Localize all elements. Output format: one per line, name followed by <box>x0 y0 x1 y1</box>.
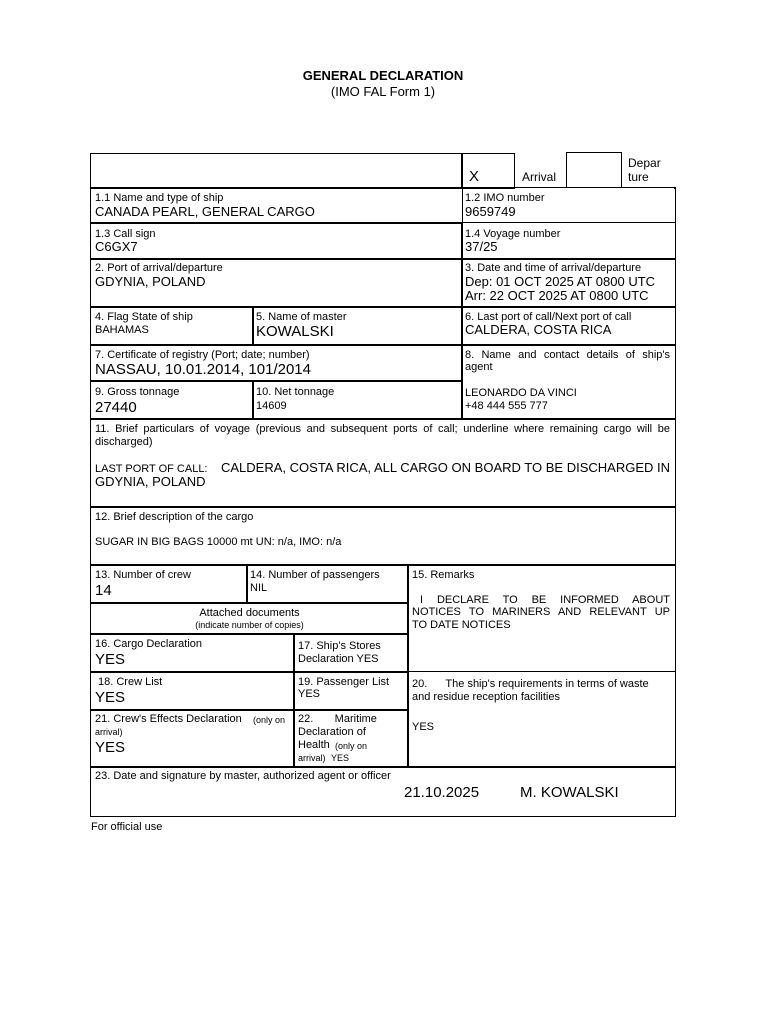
value-11-line-1: CALDERA, COSTA RICA, ALL CARGO ON BOARD TO BE DISCHARGED IN <box>221 460 670 475</box>
value-voyage-number: 37/25 <box>465 239 498 254</box>
value-crew-list: YES <box>95 689 126 706</box>
departure-check-cell <box>566 152 622 188</box>
value-ship-name-type: CANADA PEARL, GENERAL CARGO <box>95 204 315 219</box>
value-cargo-declaration: YES <box>95 651 126 668</box>
label-13: 13. Number of crew <box>95 569 191 581</box>
label-17-line-2: Declaration YES <box>298 653 379 665</box>
departure-label-line-2: ture <box>628 170 649 184</box>
label-20-line-1: 20. The ship's requirements in terms of waste <box>412 678 649 690</box>
label-12: 12. Brief description of the cargo <box>95 511 254 523</box>
label-11-line-1: 11. Brief particulars of voyage (previous and subsequent ports of call; underline where remaining cargo will be <box>95 423 670 435</box>
value-agent-phone: +48 444 555 777 <box>465 400 548 412</box>
label-2: 2. Port of arrival/departure <box>95 262 223 274</box>
value-crew-count: 14 <box>95 582 112 599</box>
label-15: 15. Remarks <box>412 569 475 581</box>
label-11-line-2: discharged) <box>95 436 153 448</box>
value-remarks-line-2: NOTICES TO MARINERS AND RELEVANT UP <box>412 606 670 618</box>
value-passenger-list: YES <box>298 688 321 700</box>
value-port: GDYNIA, POLAND <box>95 274 206 289</box>
note-21-line-2: arrival) <box>95 727 123 737</box>
label-18: 18. Crew List <box>98 676 163 688</box>
label-5: 5. Name of master <box>256 311 347 323</box>
label-22-line-3: Health <box>298 739 330 751</box>
attached-documents-note: (indicate number of copies) <box>195 620 304 630</box>
label-21: 21. Crew's Effects Declaration <box>95 713 242 725</box>
label-8-line-1: 8. Name and contact details of ship's <box>465 349 670 361</box>
departure-label-line-1: Depar <box>628 156 661 170</box>
label-1-4: 1.4 Voyage number <box>465 228 561 240</box>
value-certificate: NASSAU, 10.01.2014, 101/2014 <box>95 361 311 378</box>
value-signature-date: 21.10.2025 <box>404 784 480 801</box>
official-use-label: For official use <box>91 821 163 833</box>
label-10: 10. Net tonnage <box>256 386 335 398</box>
label-3: 3. Date and time of arrival/departure <box>465 262 642 274</box>
arrival-label: Arrival <box>522 170 557 184</box>
value-remarks-line-3: TO DATE NOTICES <box>412 619 511 631</box>
label-20-line-2: and residue reception facilities <box>412 691 560 703</box>
label-1-1: 1.1 Name and type of ship <box>95 192 224 204</box>
label-22-line-2: Declaration of <box>298 726 366 738</box>
value-net-tonnage: 14609 <box>256 400 287 412</box>
value-signature: M. KOWALSKI <box>520 784 619 801</box>
value-crew-effects: YES <box>95 739 126 756</box>
form-subtitle: (IMO FAL Form 1) <box>330 84 436 99</box>
label-17-line-1: 17. Ship's Stores <box>298 640 381 652</box>
label-7: 7. Certificate of registry (Port; date; number) <box>95 349 310 361</box>
value-departure-time: Dep: 01 OCT 2025 AT 0800 UTC <box>465 274 656 289</box>
label-22-line-1: 22. Maritime <box>298 713 377 725</box>
value-flag-state: BAHAMAS <box>95 324 149 336</box>
label-19: 19. Passenger List <box>298 676 390 688</box>
value-last-port: CALDERA, COSTA RICA <box>465 322 612 337</box>
value-11-line-2: GDYNIA, POLAND <box>95 474 206 489</box>
value-maritime-health: YES <box>331 753 350 763</box>
value-master-name: KOWALSKI <box>256 323 334 340</box>
label-9: 9. Gross tonnage <box>95 386 180 398</box>
note-22-line-1: (only on <box>335 741 368 751</box>
attached-documents-label: Attached documents <box>199 607 300 619</box>
value-11-prefix: LAST PORT OF CALL: <box>95 463 208 475</box>
note-22-line-2: arrival) <box>298 753 326 763</box>
arrival-check-mark: X <box>469 168 480 185</box>
top-row-blank-cell <box>90 153 463 189</box>
value-imo-number: 9659749 <box>465 204 516 219</box>
value-gross-tonnage: 27440 <box>95 399 137 416</box>
value-arrival-time: Arr: 22 OCT 2025 AT 0800 UTC <box>465 288 649 303</box>
label-1-2: 1.2 IMO number <box>465 192 545 204</box>
value-call-sign: C6GX7 <box>95 239 138 254</box>
value-remarks-line-1: I DECLARE TO BE INFORMED ABOUT <box>420 594 670 606</box>
label-14: 14. Number of passengers <box>250 569 380 581</box>
value-cargo-description: SUGAR IN BIG BAGS 10000 mt UN: n/a, IMO: n/a <box>95 536 342 548</box>
value-waste-facilities: YES <box>412 721 435 733</box>
label-23: 23. Date and signature by master, authorized agent or officer <box>95 770 391 782</box>
form-title: GENERAL DECLARATION <box>302 68 464 83</box>
label-16: 16. Cargo Declaration <box>95 638 203 650</box>
label-6: 6. Last port of call/Next port of call <box>465 311 632 323</box>
label-1-3: 1.3 Call sign <box>95 228 156 240</box>
label-8-line-2: agent <box>465 361 493 373</box>
value-agent-name: LEONARDO DA VINCI <box>465 387 577 399</box>
label-4: 4. Flag State of ship <box>95 311 193 323</box>
note-21-line-1: (only on <box>253 715 286 725</box>
value-passenger-count: NIL <box>250 582 268 594</box>
